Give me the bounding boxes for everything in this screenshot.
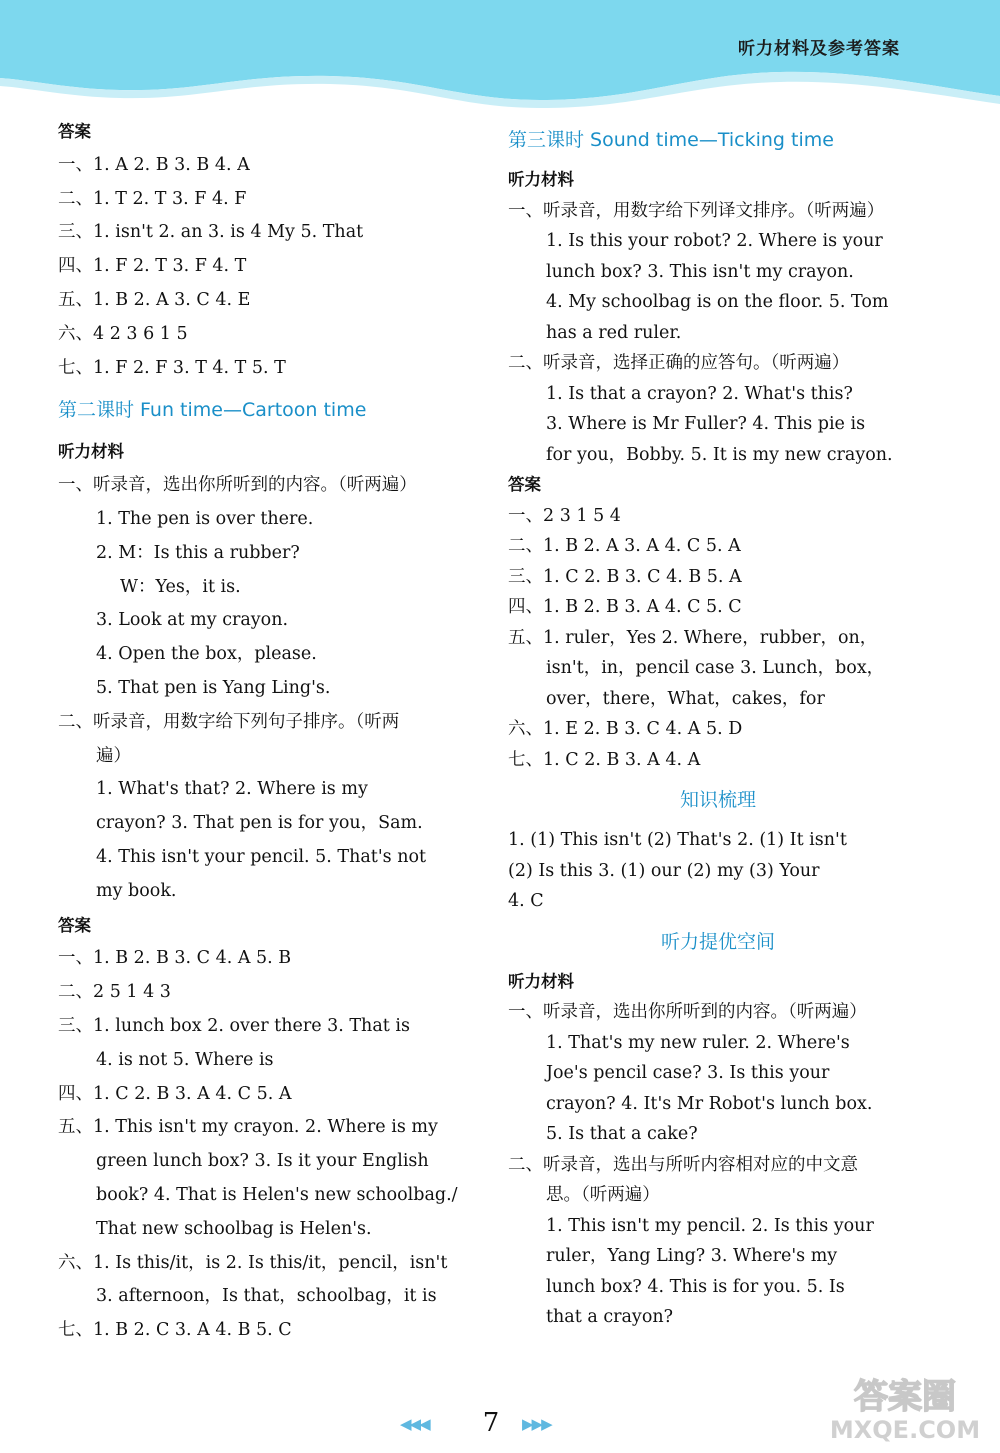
text-line: 2. M：Is this a rubber? — [96, 542, 300, 563]
text-line: 二、听录音，选择正确的应答句。（听两遍） — [508, 353, 850, 373]
text-line: 六、4 2 3 6 1 5 — [58, 323, 188, 344]
text-line: 4. This isn't your pencil. 5. That's not — [96, 846, 427, 867]
text-line: 四、1. B 2. B 3. A 4. C 5. C — [508, 597, 742, 617]
text-line: that a crayon? — [546, 1307, 674, 1327]
text-line: my book. — [96, 880, 177, 901]
watermark-logo — [820, 1370, 990, 1445]
text-line: 5. That pen is Yang Ling's. — [96, 677, 331, 698]
text-line: 七、1. F 2. F 3. T 4. T 5. T — [58, 357, 286, 378]
text-line: crayon? 3. That pen is for you，Sam. — [96, 813, 423, 834]
text-line: 1. Is this your robot? 2. Where is your — [546, 231, 883, 251]
text-line: 一、听录音，用数字给下列译文排序。（听两遍） — [508, 200, 885, 221]
text-line: 二、听录音，用数字给下列句子排序。（听两 — [58, 711, 400, 732]
text-line: 四、1. F 2. T 3. F 4. T — [58, 256, 247, 277]
text-line: 一、1. A 2. B 3. B 4. A — [58, 154, 250, 175]
text-line: book? 4. That is Helen's new schoolbag./ — [96, 1184, 458, 1205]
text-line: 一、听录音，选出你所听到的内容。（听两遍） — [58, 475, 417, 496]
text-line: 三、1. lunch box 2. over there 3. That is — [58, 1015, 410, 1036]
text-line: 一、听录音，选出你所听到的内容。（听两遍） — [508, 1002, 867, 1022]
text-line: crayon? 4. It's Mr Robot's lunch box. — [546, 1093, 873, 1114]
section-label: 答案 — [58, 122, 91, 141]
section-label: 听力材料 — [508, 971, 574, 991]
text-line: over，there，What，cakes，for — [546, 688, 825, 709]
text-line: 六、1. Is this/it，is 2. Is this/it，pencil，isn't — [58, 1252, 448, 1273]
text-line: 4. My schoolbag is on the floor. 5. Tom — [546, 292, 889, 312]
text-line: 4. C — [508, 891, 544, 911]
text-line: 五、1. This isn't my crayon. 2. Where is my — [58, 1117, 438, 1138]
lesson-title: 第三课时 Sound time—Ticking time — [508, 129, 834, 151]
watermark-text-2: MXQE.COM — [829, 1416, 981, 1444]
text-line: isn't，in，pencil case 3. Lunch，box， — [546, 658, 885, 678]
text-line: 1. That's my new ruler. 2. Where's — [546, 1032, 850, 1053]
section-label: 答案 — [508, 475, 541, 494]
text-line: 1. Is that a crayon? 2. What's this? — [546, 383, 853, 404]
text-line: 二、1. T 2. T 3. F 4. F — [58, 188, 247, 209]
text-line: 二、听录音，选出与所听内容相对应的中文意 — [508, 1154, 858, 1175]
text-line: 二、1. B 2. A 3. A 4. C 5. A — [508, 536, 741, 556]
text-line: 1. What's that? 2. Where is my — [96, 779, 368, 800]
right-column — [508, 115, 928, 1333]
text-line: 3. Look at my crayon. — [96, 610, 289, 631]
text-line: W：Yes，it is. — [120, 576, 241, 597]
section-heading: 听力提优空间 — [660, 930, 775, 953]
text-line: 1. (1) This isn't (2) That's 2. (1) It isn't — [508, 830, 847, 850]
text-line: 5. Is that a cake? — [546, 1124, 698, 1144]
text-line: 二、2 5 1 4 3 — [58, 982, 171, 1003]
text-line: green lunch box? 3. Is it your English — [96, 1151, 429, 1172]
text-line: 五、1. B 2. A 3. C 4. E — [58, 289, 251, 310]
text-line: 七、1. B 2. C 3. A 4. B 5. C — [58, 1320, 292, 1341]
left-arrows-icon: ◀◀◀ — [400, 1415, 429, 1433]
text-line: 1. The pen is over there. — [96, 508, 314, 529]
text-line: 四、1. C 2. B 3. A 4. C 5. A — [58, 1083, 292, 1104]
watermark-text-1: 答案圈 — [854, 1377, 956, 1417]
text-line: 遍） — [96, 745, 131, 766]
text-line: Joe's pencil case? 3. Is this your — [546, 1063, 830, 1083]
page-number: 7 — [482, 1408, 500, 1438]
text-line: has a red ruler. — [546, 322, 682, 343]
text-line: 3. Where is Mr Fuller? 4. This pie is — [546, 414, 866, 434]
text-line: 1. This isn't my pencil. 2. Is this your — [546, 1215, 874, 1236]
section-heading: 知识梳理 — [679, 789, 756, 811]
section-label: 答案 — [58, 915, 91, 935]
left-column — [58, 115, 478, 1348]
section-label: 听力材料 — [508, 170, 574, 189]
text-line: 五、1. ruler，Yes 2. Where，rubber，on， — [508, 627, 878, 648]
text-line: 一、2 3 1 5 4 — [508, 505, 621, 526]
header-title: 听力材料及参考答案 — [738, 39, 900, 59]
page-header — [0, 0, 1000, 110]
text-line: 七、1. C 2. B 3. A 4. A — [508, 749, 701, 770]
text-line: 3. afternoon，Is that，schoolbag，it is — [96, 1286, 437, 1307]
text-line: (2) Is this 3. (1) our (2) my (3) Your — [508, 860, 820, 881]
section-label: 听力材料 — [58, 442, 124, 462]
text-line: for you，Bobby. 5. It is my new crayon. — [546, 444, 893, 465]
text-line: lunch box? 3. This isn't my crayon. — [546, 261, 854, 282]
text-line: 思。（听两遍） — [546, 1185, 660, 1205]
text-line: That new schoolbag is Helen's. — [96, 1218, 372, 1239]
text-line: 三、1. isn't 2. an 3. is 4 My 5. That — [58, 222, 364, 243]
text-line: 三、1. C 2. B 3. C 4. B 5. A — [508, 566, 742, 587]
text-line: 一、1. B 2. B 3. C 4. A 5. B — [58, 948, 292, 969]
lesson-title: 第二课时 Fun time—Cartoon time — [58, 399, 367, 422]
text-line: 4. is not 5. Where is — [96, 1049, 274, 1070]
text-line: ruler，Yang Ling? 3. Where's my — [546, 1246, 838, 1266]
text-line: lunch box? 4. This is for you. 5. Is — [546, 1276, 845, 1297]
text-line: 六、1. E 2. B 3. C 4. A 5. D — [508, 719, 743, 739]
text-line: 4. Open the box，please. — [96, 644, 317, 665]
right-arrows-icon: ▶▶▶ — [522, 1415, 551, 1433]
